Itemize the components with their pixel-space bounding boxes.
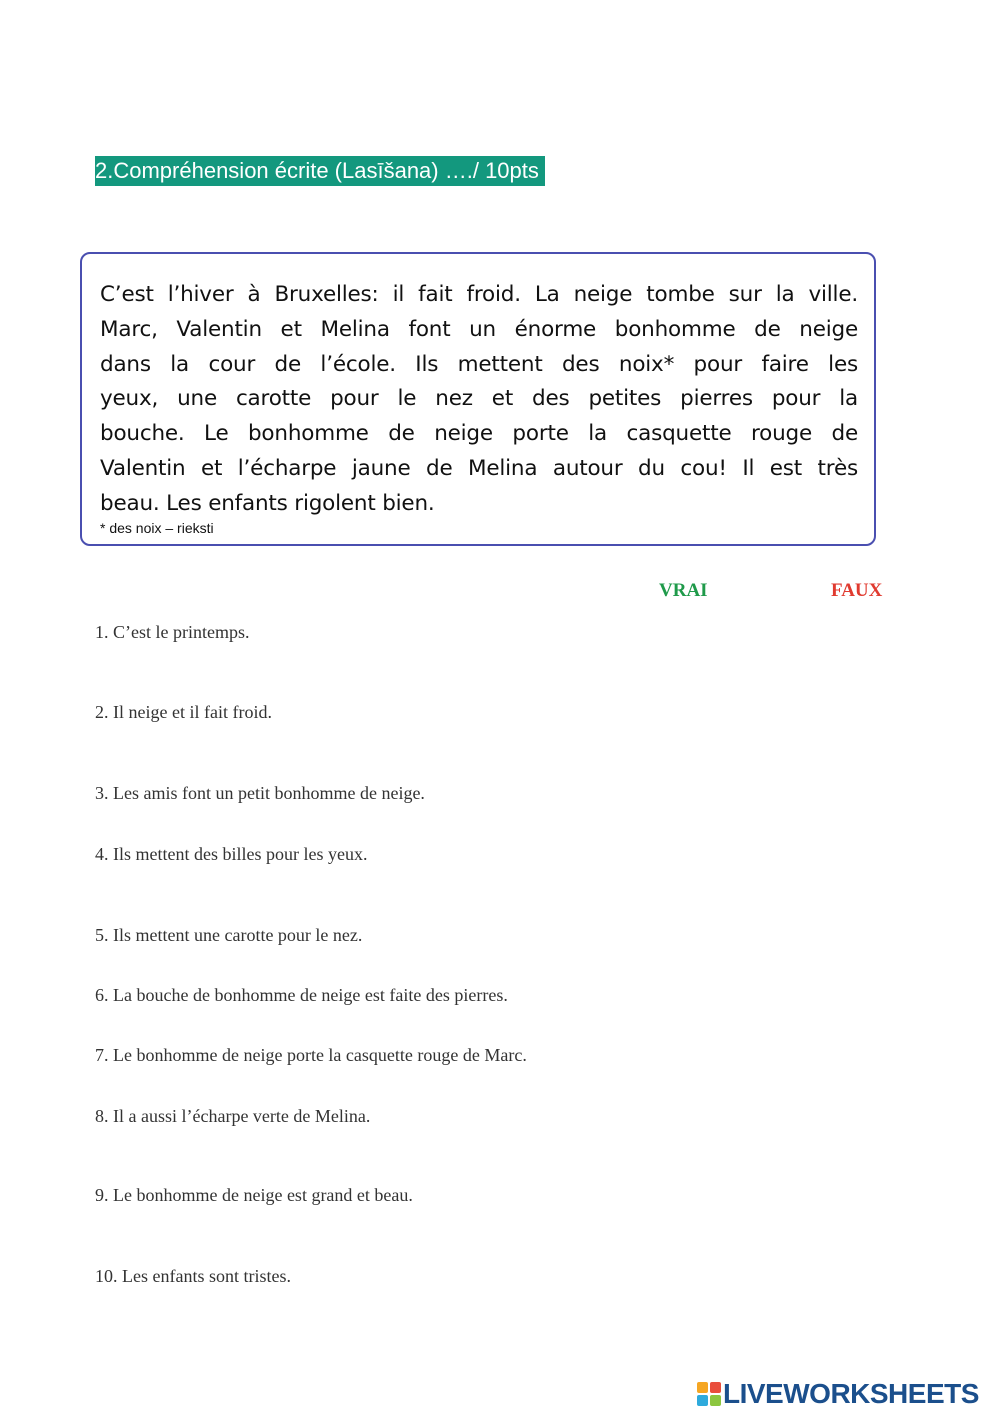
- liveworksheets-logo: [697, 1377, 979, 1411]
- question-2: 2. Il neige et il fait froid.: [95, 702, 272, 722]
- passage-line: Marc, Valentin et Melina font un énorme bonhomme de neige: [100, 316, 858, 342]
- question-10: 10. Les enfants sont tristes.: [95, 1266, 291, 1286]
- question-6: 6. La bouche de bonhomme de neige est faite des pierres.: [95, 985, 508, 1005]
- passage-footnote: * des noix – rieksti: [100, 520, 214, 536]
- passage-line: Valentin et l’écharpe jaune de Melina autour du cou! Il est très: [100, 455, 858, 481]
- question-1: 1. C’est le printemps.: [95, 622, 250, 642]
- passage-line: bouche. Le bonhomme de neige porte la casquette rouge de: [100, 421, 858, 447]
- question-5: 5. Ils mettent une carotte pour le nez.: [95, 925, 363, 945]
- question-8: 8. Il a aussi l’écharpe verte de Melina.: [95, 1106, 371, 1126]
- question-4: 4. Ils mettent des billes pour les yeux.: [95, 844, 368, 864]
- liveworksheets-logo-text: LIVEWORKSHEETS: [723, 1378, 979, 1409]
- liveworksheets-logo-icon: [697, 1382, 721, 1406]
- passage-line: C’est l’hiver à Bruxelles: il fait froid. La neige tombe sur la ville.: [100, 282, 858, 307]
- reading-passage-box: [80, 252, 876, 546]
- question-7: 7. Le bonhomme de neige porte la casquette rouge de Marc.: [95, 1045, 527, 1065]
- passage-line: yeux, une carotte pour le nez et des petites pierres pour la: [100, 386, 858, 412]
- vrai-column-header: VRAI: [659, 580, 708, 601]
- passage-line: beau. Les enfants rigolent bien.: [100, 490, 435, 516]
- reading-passage-text: [100, 278, 858, 522]
- question-3: 3. Les amis font un petit bonhomme de neige.: [95, 783, 425, 803]
- passage-line: dans la cour de l’école. Ils mettent des noix* pour faire les: [100, 351, 858, 377]
- question-9: 9. Le bonhomme de neige est grand et beau.: [95, 1185, 413, 1205]
- faux-column-header: FAUX: [831, 580, 883, 601]
- section-heading: 2.Compréhension écrite (Lasīšana) …./ 10pts: [95, 156, 545, 186]
